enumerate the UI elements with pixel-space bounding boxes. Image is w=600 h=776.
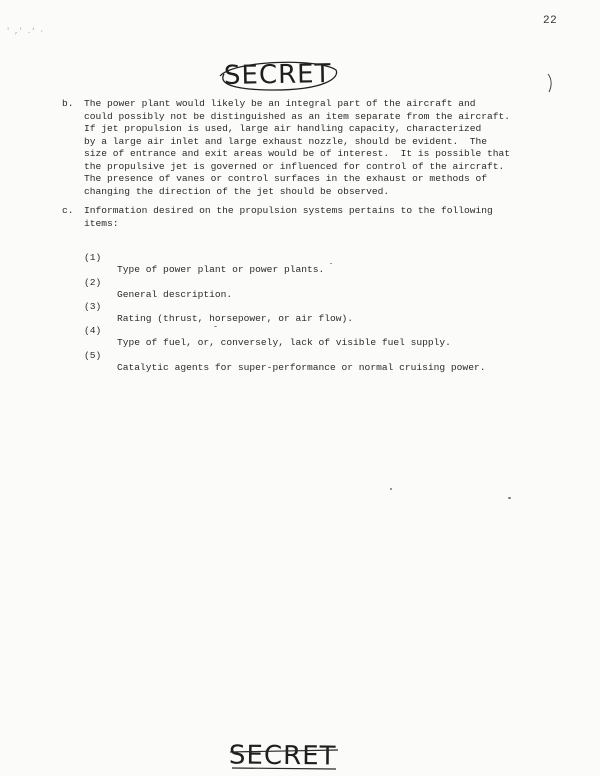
margin-marks: ' ,’ .‘ · [6,28,44,36]
paragraph-b-line: changing the direction of the jet should be observed. [84,185,390,197]
list-item-text: Rating (thrust, horsepower, or air flow). [117,313,354,324]
list-item-text: Catalytic agents for super-performance or normal cruising power. [117,362,486,373]
list-item-text: Type of fuel, or, conversely, lack of visible fuel supply. [117,337,451,348]
paragraph-b-line: The presence of vanes or control surfaces in the exhaust or methods of [84,173,488,184]
margin-bracket-mark [545,72,555,94]
paragraph-b-line: by a large air inlet and large exhaust nozzle, should be evident. The [84,135,488,147]
paragraph-b-label: b. [62,98,74,109]
classification-stamp-top: SECRET [223,59,332,91]
paper-speck [214,326,217,327]
paragraph-b-line: If jet propulsion is used, large air handling capacity, characterized [84,123,482,134]
list-item-number: (1) [84,252,102,263]
classification-stamp-bottom: SECRET [228,740,337,772]
paragraph-c [62,205,552,233]
list-item-number: (5) [84,350,102,361]
list-item-number: (3) [84,301,102,312]
page-number: 22 [543,15,558,27]
list-item-number: (2) [84,277,102,288]
list-item-text: Type of power plant or power plants. [117,264,325,275]
paper-speck [390,488,392,490]
paragraph-b [62,98,552,198]
list-item-number: (4) [84,325,102,336]
paragraph-b-line: the propulsive jet is governed or influenced for control of the aircraft. [84,160,505,172]
list-item-text: General description. [117,289,233,300]
paragraph-c-line: Information desired on the propulsion systems pertains to the following [84,205,493,216]
paragraph-b-line: The power plant would likely be an integral part of the aircraft and [84,98,476,109]
paper-speck [330,263,332,264]
stamp-scribble-bottom [226,742,346,772]
stamp-scribble-top [214,56,344,96]
paper-speck [508,497,511,499]
paragraph-b-line: size of entrance and exit areas would be of interest. It is possible that [84,148,511,159]
paragraph-b-line: could possibly not be distinguished as an item separate from the aircraft. [84,110,511,122]
paragraph-c-label: c. [62,205,74,216]
paragraph-c-line: items: [84,217,119,229]
